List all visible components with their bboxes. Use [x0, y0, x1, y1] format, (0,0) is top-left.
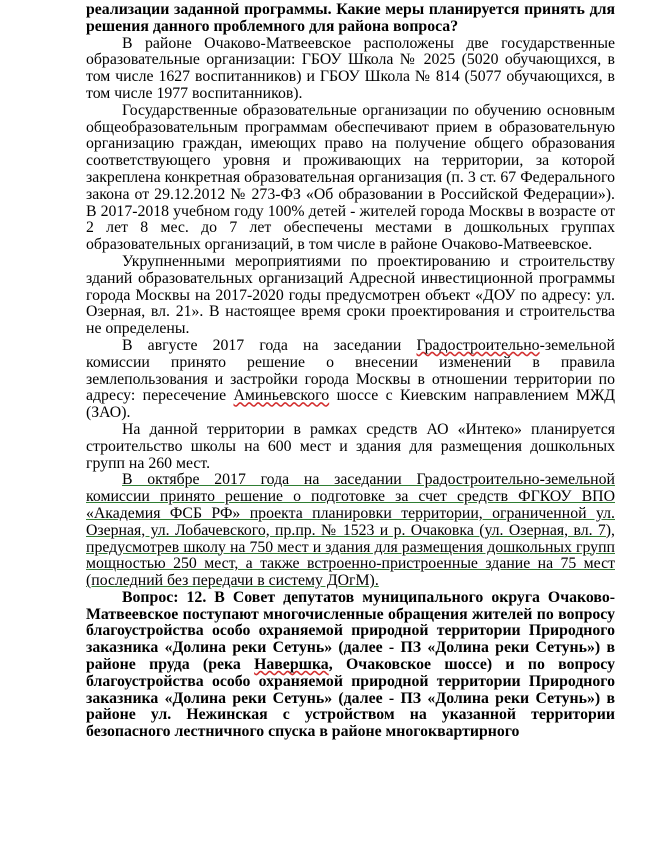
text: , Очаковское шоссе) и по вопросу благоустройства особо охраняемой природной территории Природного заказника «Долина реки Сетунь» (далее - ПЗ «Долина реки Сетунь») в районе ул. Нежинская с устройством на указанной территории безопасного лестничного спуска в районе многоквартирного [86, 656, 615, 741]
spelling-flag: Градостроительно [416, 336, 540, 354]
spelling-flag: Аминьевского [233, 387, 330, 405]
paragraph-august-commission [86, 338, 615, 422]
text: шоссе с Киевским направлением МЖД (ЗАО). [86, 387, 615, 422]
paragraph-schools: В районе Очаково-Матвеевское расположены две государственные образовательные организации: ГБОУ Школа № 2025 (5020 обучающихся, в том числе 1627 воспитанников) и ГБОУ Школа № 814 (5077 обучающихся, в том числе 1977 воспитанников). [86, 34, 615, 102]
paragraph-inteko: На данной территории в рамках средств АО «Интеко» планируется строительство школы на 600 мест и здания для размещения дошкольных групп на 260 мест. [86, 420, 615, 472]
text: В августе 2017 года на заседании [122, 336, 417, 354]
text: -земельной комиссии принято решение о внесении изменений в правила землепользования и застройки города Москвы в отношении территории по адресу: пересечение [86, 336, 615, 405]
document-page [0, 2, 651, 845]
paragraph-october-commission: В октябре 2017 года на заседании Градостроительно-земельной комиссии принято решение о подготовке за счет средств ФГКОУ ВПО «Академия ФСБ РФ» проекта планировки территории, ограниченной ул. Озерная, ул. Лобачевского, пр.пр. № 1523 и р. Очаковка (ул. Озерная, вл. 7), предусмотрев школу на 750 мест и здания для размещения дошкольных групп мощностью 250 мест, а также встроенно-пристроенные здание на 75 мест (последний без передачи в систему ДОгМ). [86, 471, 615, 590]
paragraph-construction: Укрупненными мероприятиями по проектированию и строительству зданий образовательных организаций Адресной инвестиционной программы города Москвы на 2017-2020 годы предусмотрен объект «ДОУ по адресу: ул. Озерная, вл. 21». В настоящее время сроки проектирования и строительства не определены. [86, 252, 615, 338]
text: Вопрос: 12. В Совет депутатов муниципального округа Очаково-Матвеевское поступают многочисленные обращения жителей по вопросу благоустройства особо охраняемой природной территории Природного заказника «Долина реки Сетунь» (далее - ПЗ «Долина реки Сетунь») в районе пруда (река [86, 588, 615, 674]
spelling-flag: Навершка [254, 656, 329, 674]
question-tail: реализации заданной программы. Какие меры планируется принять для решения данного проблемного для района вопроса? [86, 1, 615, 35]
paragraph-admission: Государственные образовательные организации по обучению основным общеобразовательным программам обеспечивают прием в образовательную организацию граждан, имеющих право на получение общего образования соответствующего уровня и проживающих на территории, за которой закреплена конкретная образовательная организация (п. 3 ст. 67 Федерального закона от 29.12.2012 № 273-ФЗ «Об образовании в Российской Федерации»). В 2017-2018 учебном году 100% детей - жителей города Москвы в возрасте от 2 лет 8 мес. до 7 лет обеспечены местами в дошкольных группах образовательных организаций, в том числе в районе Очаково-Матвеевское. [86, 101, 615, 254]
question-12 [86, 590, 615, 741]
